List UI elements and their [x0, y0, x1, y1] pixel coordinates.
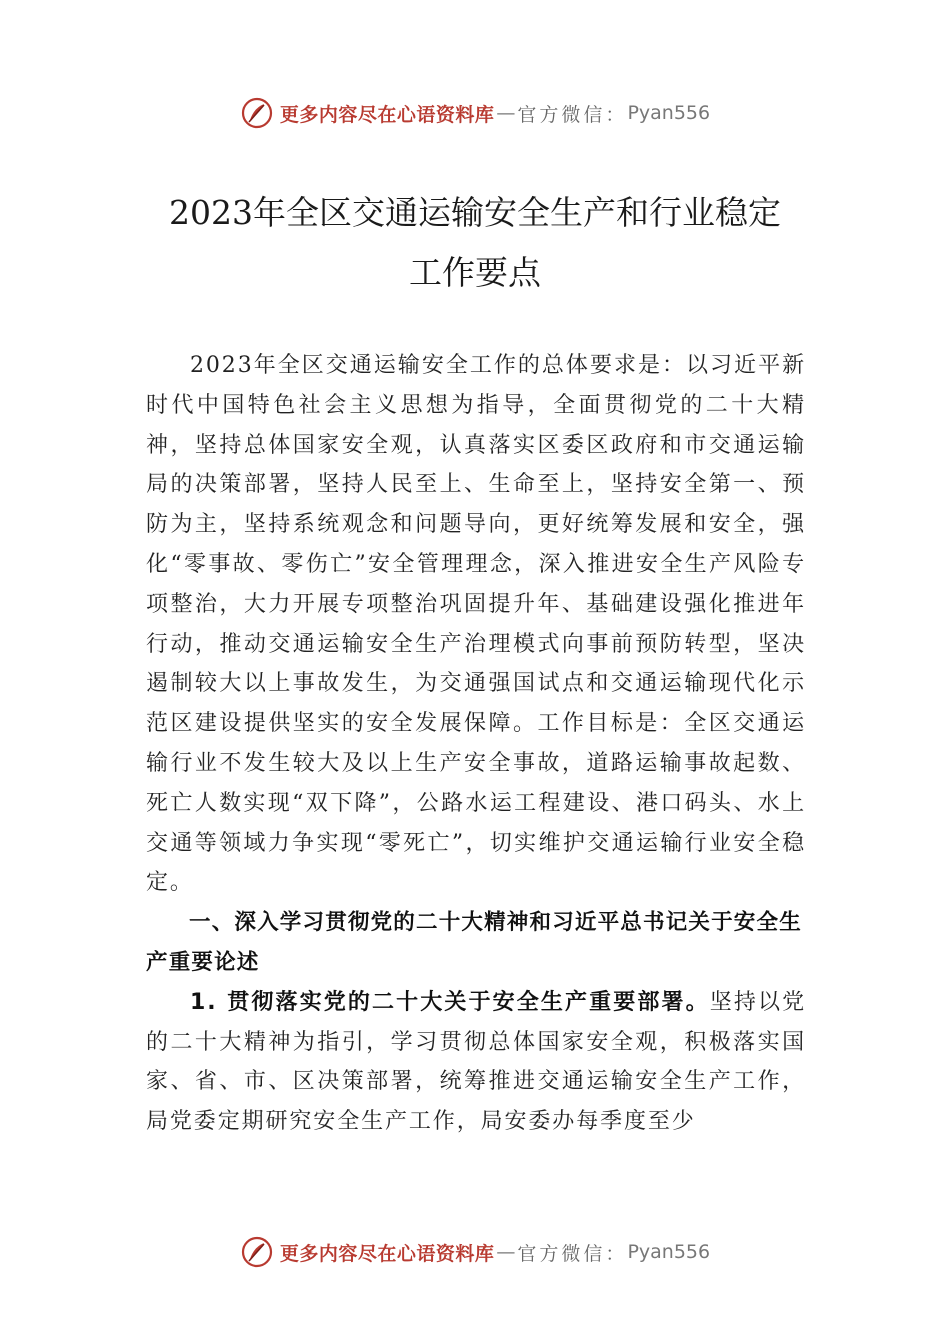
document-body: [146, 346, 806, 1142]
item-1-title: 1. 贯彻落实党的二十大关于安全生产重要部署。: [190, 989, 710, 1015]
banner-wechat-id: Pyan556: [627, 1241, 711, 1263]
section-1-heading: 一、深入学习贯彻党的二十大精神和习近平总书记关于安全生产重要论述: [146, 910, 802, 975]
banner-wechat-label: 官方微信：: [517, 1242, 628, 1265]
item-1-body: 坚持以党的二十大精神为指引，学习贯彻总体国家安全观，积极落实国家、省、市、区决策部署，统筹推进交通运输安全生产工作，局党委定期研究安全生产工作，局安委办每季度至少: [146, 989, 806, 1135]
logo-icon: [240, 1235, 274, 1269]
title-line-2: 工作要点: [409, 253, 541, 292]
item-1-paragraph: [146, 983, 806, 1142]
banner-dash: —: [496, 102, 516, 124]
banner-wechat-id: Pyan556: [627, 102, 711, 124]
document-title: [100, 183, 850, 303]
banner-wechat-label: 官方微信：: [517, 103, 628, 126]
footer-watermark-banner: [0, 1232, 950, 1272]
header-watermark-banner: [0, 93, 950, 133]
banner-brand-text: 更多内容尽在心语资料库: [279, 1242, 495, 1265]
banner-dash: —: [496, 1241, 516, 1263]
banner-brand-text: 更多内容尽在心语资料库: [279, 103, 495, 126]
logo-icon: [240, 96, 274, 130]
intro-paragraph: 2023年全区交通运输安全工作的总体要求是：以习近平新时代中国特色社会主义思想为指导，全面贯彻党的二十大精神，坚持总体国家安全观，认真落实区委区政府和市交通运输局的决策部署，坚持人民至上、生命至上，坚持安全第一、预防为主，坚持系统观念和问题导向，更好统筹发展和安全，强化“零事故、零伤亡”安全管理理念，深入推进安全生产风险专项整治，大力开展专项整治巩固提升年、基础建设强化推进年行动，推动交通运输安全生产治理模式向事前预防转型，坚决遏制较大以上事故发生，为交通强国试点和交通运输现代化示范区建设提供坚实的安全发展保障。工作目标是：全区交通运输行业不发生较大及以上生产安全事故，道路运输事故起数、死亡人数实现“双下降”，公路水运工程建设、港口码头、水上交通等领域力争实现“零死亡”，切实维护交通运输行业安全稳定。: [146, 353, 806, 896]
title-line-1: 2023年全区交通运输安全生产和行业稳定: [169, 193, 781, 232]
